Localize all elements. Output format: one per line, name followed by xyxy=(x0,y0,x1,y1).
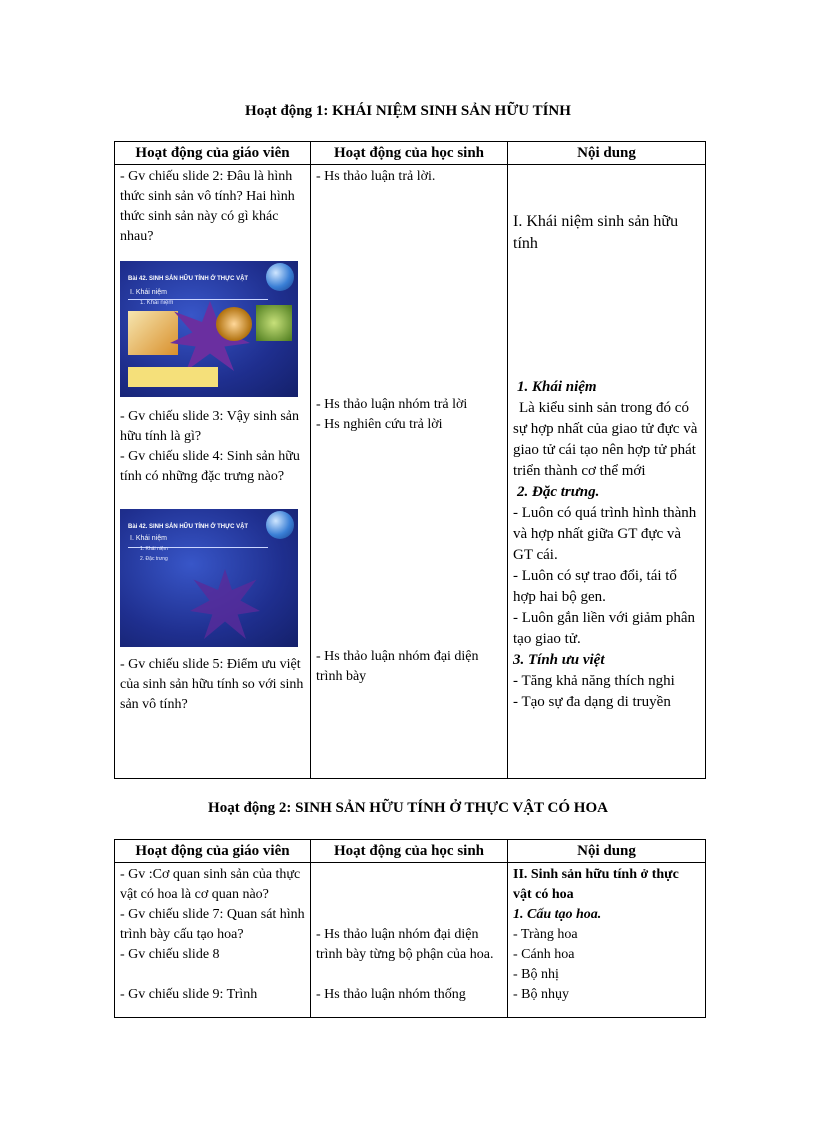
slide-header: Bài 42. SINH SẢN HỮU TÍNH Ở THỰC VẬT xyxy=(128,276,249,282)
teacher-activity: - Gv :Cơ quan sinh sản của thực vật có hoa là cơ quan nào? xyxy=(120,867,301,902)
teacher-activity: - Gv chiếu slide 8 xyxy=(120,947,220,962)
content-cell xyxy=(508,165,706,779)
content-text: - Luôn có quá trình hình thành và hợp nhất giữa GT đực và GT cái. xyxy=(513,505,697,563)
content-heading: I. Khái niệm sinh sản hữu tính xyxy=(513,213,679,252)
student-cell xyxy=(311,863,508,1018)
seed-image xyxy=(216,307,252,341)
content-heading: II. Sinh sản hữu tính ở thực vật có hoa xyxy=(513,867,679,902)
header-content: Nội dung xyxy=(508,840,706,863)
teacher-activity: - Gv chiếu slide 7: Quan sát hình trình bày cấu tạo hoa? xyxy=(120,907,305,942)
slide-subitem: 1. Khái niệm xyxy=(140,546,168,552)
globe-icon xyxy=(266,511,294,539)
student-activity: - Hs thảo luận nhóm thống xyxy=(316,987,466,1002)
slide-item: I. Khái niệm xyxy=(130,289,167,296)
student-cell xyxy=(311,165,508,779)
content-item: - Tràng hoa xyxy=(513,927,578,942)
teacher-cell xyxy=(115,863,311,1018)
section2-table xyxy=(114,839,706,1018)
content-item: - Cánh hoa xyxy=(513,947,575,962)
content-text: - Tăng khả năng thích nghi xyxy=(513,673,675,689)
content-item: - Bộ nhụy xyxy=(513,987,569,1002)
slide-textbox xyxy=(128,367,218,387)
content-cell xyxy=(508,863,706,1018)
section1-table xyxy=(114,141,706,779)
teacher-activity: - Gv chiếu slide 4: Sinh sản hữu tính có những đặc trưng nào? xyxy=(120,449,300,484)
student-activity: - Hs thảo luận nhóm đại diện trình bày từng bộ phận của hoa. xyxy=(316,927,494,962)
content-text: - Luôn gắn liền với giảm phân tạo giao tử. xyxy=(513,610,696,647)
header-content: Nội dung xyxy=(508,142,706,165)
header-student: Hoạt động của học sinh xyxy=(311,142,508,165)
slide-image xyxy=(120,261,298,397)
teacher-cell xyxy=(115,165,311,779)
teacher-activity: - Gv chiếu slide 3: Vậy sinh sản hữu tính là gì? xyxy=(120,409,299,444)
slide-header: Bài 42. SINH SẢN HỮU TÍNH Ở THỰC VẬT xyxy=(128,524,249,530)
globe-icon xyxy=(266,263,294,291)
content-subheading: 1. Cấu tạo hoa. xyxy=(513,907,602,922)
table-row xyxy=(115,863,706,1018)
student-activity: - Hs thảo luận trả lời. xyxy=(316,169,436,184)
star-shape xyxy=(190,569,260,639)
header-teacher: Hoạt động của giáo viên xyxy=(115,840,311,863)
teacher-activity: - Gv chiếu slide 5: Điểm ưu việt của sinh sản hữu tính so với sinh sản vô tính? xyxy=(120,657,304,712)
plant-image xyxy=(128,311,178,355)
content-subheading: 3. Tính ưu việt xyxy=(513,652,605,668)
slide-item: I. Khái niệm xyxy=(130,535,167,542)
section2-title: Hoạt động 2: SINH SẢN HỮU TÍNH Ở THỰC VẬT CÓ HOA xyxy=(208,800,608,816)
content-text: - Tạo sự đa dạng di truyền xyxy=(513,694,671,710)
content-text: - Luôn có sự trao đổi, tái tổ hợp hai bộ gen. xyxy=(513,568,677,605)
content-subheading: 1. Khái niệm xyxy=(517,379,597,395)
student-activity: - Hs nghiên cứu trả lời xyxy=(316,417,443,432)
content-text: Là kiểu sinh sản trong đó có sự hợp nhất của giao tử đực và giao tử cái tạo nên hợp tử phát triển thành cơ thể mới xyxy=(513,400,698,479)
student-activity: - Hs thảo luận nhóm đại diện trình bày xyxy=(316,649,479,684)
table-header-row xyxy=(115,840,706,863)
sprout-image xyxy=(256,305,292,341)
slide-subitem: 1. Khái niệm xyxy=(140,300,174,306)
section1-title: Hoạt động 1: KHÁI NIỆM SINH SẢN HỮU TÍNH xyxy=(245,103,571,119)
header-teacher: Hoạt động của giáo viên xyxy=(115,142,311,165)
content-item: - Bộ nhị xyxy=(513,967,559,982)
teacher-activity: - Gv chiếu slide 2: Đâu là hình thức sinh sản vô tính? Hai hình thức sinh sản này có gì khác nhau? xyxy=(120,169,295,244)
table-header-row xyxy=(115,142,706,165)
table-row xyxy=(115,165,706,779)
student-activity: - Hs thảo luận nhóm trả lời xyxy=(316,397,468,412)
teacher-activity: - Gv chiếu slide 9: Trình xyxy=(120,987,258,1002)
content-subheading: 2. Đặc trưng. xyxy=(517,484,600,500)
header-student: Hoạt động của học sinh xyxy=(311,840,508,863)
slide-image xyxy=(120,509,298,647)
slide-subitem: 2. Đặc trưng xyxy=(140,556,168,562)
